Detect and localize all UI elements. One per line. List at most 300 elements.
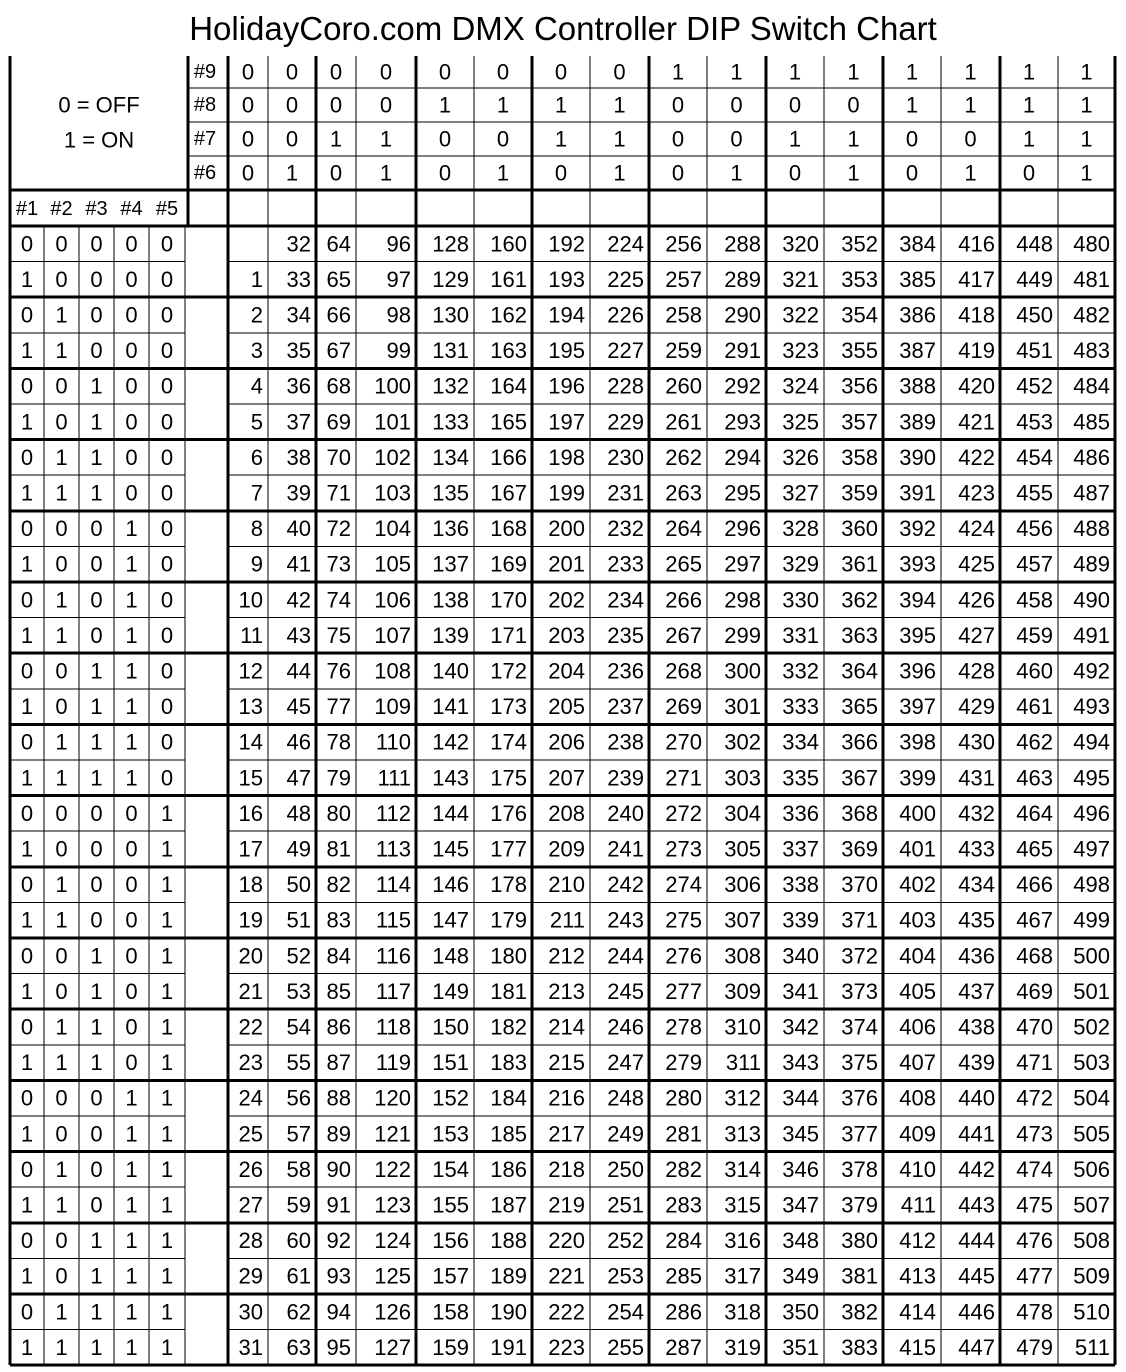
high-switch-value: 0 (438, 59, 452, 85)
bit-value: 1 (20, 1263, 34, 1289)
bit-value: 1 (20, 1050, 34, 1076)
bit-value: 0 (90, 1085, 103, 1111)
low-switch-label: #3 (85, 198, 108, 220)
address-value: 214 (548, 1014, 585, 1040)
address-value: 119 (375, 1050, 411, 1076)
address-value: 186 (490, 1156, 527, 1182)
address-value: 233 (607, 551, 644, 577)
address-value: 126 (374, 1299, 411, 1325)
bit-value: 1 (55, 765, 68, 791)
address-value: 315 (724, 1192, 761, 1218)
address-value: 190 (490, 1299, 527, 1325)
address-value: 60 (286, 1228, 311, 1254)
bit-value: 1 (55, 1334, 68, 1360)
high-switch-value: 0 (671, 126, 685, 152)
address-value: 193 (548, 266, 585, 292)
address-value: 45 (286, 694, 311, 720)
address-value: 33 (286, 266, 311, 292)
bit-value: 1 (90, 978, 103, 1004)
address-value: 64 (326, 231, 351, 257)
address-value: 331 (782, 622, 819, 648)
address-value: 322 (782, 302, 819, 328)
address-value: 269 (665, 694, 702, 720)
address-value: 17 (238, 836, 263, 862)
bit-value: 1 (125, 1156, 138, 1182)
address-value: 25 (238, 1121, 263, 1147)
high-switch-value: 0 (241, 126, 255, 152)
address-value: 384 (899, 231, 936, 257)
address-value: 346 (782, 1156, 819, 1182)
address-value: 362 (841, 587, 878, 613)
address-value: 239 (607, 765, 644, 791)
address-value: 245 (607, 978, 644, 1004)
address-value: 47 (286, 765, 311, 791)
address-value: 61 (286, 1263, 311, 1289)
address-value: 444 (958, 1228, 995, 1254)
high-switch-value: 1 (554, 126, 568, 152)
address-value: 452 (1016, 373, 1053, 399)
address-value: 342 (782, 1014, 819, 1040)
address-value: 240 (607, 800, 644, 826)
address-value: 431 (958, 765, 995, 791)
bit-value: 1 (55, 1050, 68, 1076)
high-switch-value: 1 (1022, 126, 1036, 152)
bit-value: 0 (125, 907, 138, 933)
address-value: 198 (548, 444, 585, 470)
address-value: 335 (782, 765, 819, 791)
address-value: 100 (374, 373, 411, 399)
bit-value: 0 (90, 1121, 103, 1147)
address-value: 209 (548, 836, 585, 862)
address-value: 216 (548, 1085, 585, 1111)
address-value: 175 (490, 765, 527, 791)
bit-value: 1 (125, 1192, 138, 1218)
address-value: 54 (286, 1014, 311, 1040)
address-value: 337 (782, 836, 819, 862)
address-value: 22 (238, 1014, 263, 1040)
address-value: 129 (432, 266, 469, 292)
address-value: 249 (607, 1121, 644, 1147)
bit-value: 1 (160, 1263, 174, 1289)
address-value: 12 (238, 658, 263, 684)
low-switch-label: #2 (50, 198, 73, 220)
address-value: 150 (432, 1014, 469, 1040)
address-value: 44 (286, 658, 311, 684)
bit-value: 0 (125, 872, 138, 898)
address-value: 348 (782, 1228, 819, 1254)
address-value: 341 (782, 978, 819, 1004)
address-value: 19 (238, 907, 263, 933)
address-value: 37 (286, 409, 311, 435)
address-value: 503 (1073, 1050, 1110, 1076)
address-value: 56 (286, 1085, 311, 1111)
address-value: 488 (1073, 516, 1110, 542)
high-switch-label: #6 (193, 162, 217, 184)
address-value: 152 (432, 1085, 469, 1111)
bit-value: 1 (20, 694, 34, 720)
address-value: 189 (490, 1263, 527, 1289)
address-value: 256 (665, 231, 702, 257)
bit-value: 1 (125, 551, 138, 577)
address-value: 115 (375, 907, 411, 933)
address-value: 257 (665, 266, 702, 292)
address-value: 98 (386, 302, 411, 328)
address-value: 439 (958, 1050, 995, 1076)
address-value: 437 (958, 978, 995, 1004)
address-value: 481 (1073, 266, 1110, 292)
bit-value: 1 (20, 765, 34, 791)
address-value: 466 (1016, 872, 1053, 898)
address-value: 324 (782, 373, 819, 399)
address-value: 138 (432, 587, 469, 613)
address-value: 121 (374, 1121, 411, 1147)
high-switch-value: 0 (788, 160, 802, 186)
address-value: 465 (1016, 836, 1053, 862)
bit-value: 0 (55, 516, 68, 542)
high-switch-value: 0 (285, 126, 299, 152)
address-value: 397 (899, 694, 936, 720)
address-value: 238 (607, 729, 644, 755)
bit-value: 1 (55, 1014, 68, 1040)
high-switch-value: 1 (730, 59, 743, 85)
address-value: 307 (724, 907, 761, 933)
address-value: 432 (958, 800, 995, 826)
address-value: 480 (1073, 231, 1110, 257)
address-value: 173 (490, 694, 527, 720)
address-value: 268 (665, 658, 702, 684)
bit-value: 1 (160, 1192, 174, 1218)
high-switch-value: 1 (496, 160, 510, 186)
address-value: 489 (1073, 551, 1110, 577)
address-value: 491 (1073, 622, 1110, 648)
address-value: 457 (1016, 551, 1053, 577)
bit-value: 1 (90, 765, 103, 791)
bit-value: 0 (90, 836, 103, 862)
address-value: 478 (1016, 1299, 1053, 1325)
address-value: 275 (665, 907, 702, 933)
bit-value: 0 (160, 551, 174, 577)
high-switch-value: 0 (730, 126, 743, 152)
bit-value: 0 (90, 266, 103, 292)
address-value: 217 (548, 1121, 585, 1147)
address-value: 361 (841, 551, 878, 577)
bit-value: 1 (90, 1014, 103, 1040)
high-switch-value: 0 (329, 92, 343, 118)
address-value: 326 (782, 444, 819, 470)
address-value: 2 (250, 302, 263, 328)
address-value: 55 (286, 1050, 311, 1076)
address-value: 34 (286, 302, 311, 328)
address-value: 368 (841, 800, 878, 826)
address-value: 231 (607, 480, 644, 506)
high-switch-value: 1 (379, 160, 393, 186)
address-value: 399 (899, 765, 936, 791)
address-value: 20 (238, 943, 263, 969)
address-value: 108 (374, 658, 411, 684)
bit-value: 0 (55, 978, 68, 1004)
address-value: 38 (286, 444, 311, 470)
address-value: 254 (607, 1299, 644, 1325)
bit-value: 0 (20, 943, 34, 969)
address-value: 412 (899, 1228, 936, 1254)
address-value: 458 (1016, 587, 1053, 613)
bit-value: 0 (160, 694, 174, 720)
address-value: 448 (1016, 231, 1053, 257)
address-value: 84 (326, 943, 351, 969)
address-value: 435 (958, 907, 995, 933)
address-value: 169 (490, 551, 527, 577)
address-value: 215 (548, 1050, 585, 1076)
address-value: 176 (490, 800, 527, 826)
bit-value: 1 (20, 622, 34, 648)
address-value: 340 (782, 943, 819, 969)
address-value: 229 (607, 409, 644, 435)
bit-value: 1 (125, 729, 138, 755)
address-value: 196 (548, 373, 585, 399)
address-value: 369 (841, 836, 878, 862)
address-value: 10 (238, 587, 263, 613)
bit-value: 0 (55, 943, 68, 969)
bit-value: 0 (20, 1085, 34, 1111)
address-value: 293 (724, 409, 761, 435)
bit-value: 0 (90, 907, 103, 933)
bit-value: 0 (160, 338, 174, 364)
address-value: 243 (607, 907, 644, 933)
address-value: 392 (899, 516, 936, 542)
address-value: 132 (432, 373, 469, 399)
address-value: 68 (326, 373, 351, 399)
bit-value: 1 (55, 872, 68, 898)
address-value: 185 (490, 1121, 527, 1147)
address-value: 29 (238, 1263, 263, 1289)
address-value: 460 (1016, 658, 1053, 684)
bit-value: 1 (20, 1334, 34, 1360)
address-value: 318 (724, 1299, 761, 1325)
high-switch-value: 0 (730, 92, 743, 118)
address-value: 311 (725, 1050, 761, 1076)
address-value: 302 (724, 729, 761, 755)
address-value: 52 (286, 943, 311, 969)
address-value: 210 (548, 872, 585, 898)
address-value: 498 (1073, 872, 1110, 898)
address-value: 402 (899, 872, 936, 898)
bit-value: 0 (55, 266, 68, 292)
address-value: 11 (240, 622, 263, 648)
address-value: 41 (286, 551, 311, 577)
address-value: 160 (490, 231, 527, 257)
address-value: 154 (432, 1156, 469, 1182)
address-value: 120 (374, 1085, 411, 1111)
bit-value: 0 (125, 943, 138, 969)
address-value: 203 (548, 622, 585, 648)
bit-value: 0 (55, 694, 68, 720)
address-value: 225 (607, 266, 644, 292)
address-value: 109 (374, 694, 411, 720)
high-switch-value: 1 (847, 126, 860, 152)
bit-value: 1 (160, 872, 174, 898)
address-value: 177 (490, 836, 527, 862)
address-value: 487 (1073, 480, 1110, 506)
address-value: 50 (286, 872, 311, 898)
address-value: 145 (432, 836, 469, 862)
bit-value: 1 (55, 480, 68, 506)
address-value: 166 (490, 444, 527, 470)
address-value: 374 (841, 1014, 878, 1040)
address-value: 500 (1073, 943, 1110, 969)
address-value: 470 (1016, 1014, 1053, 1040)
address-value: 283 (665, 1192, 702, 1218)
address-value: 299 (724, 622, 761, 648)
address-value: 304 (724, 800, 761, 826)
address-value: 153 (432, 1121, 469, 1147)
address-value: 471 (1016, 1050, 1053, 1076)
address-value: 82 (326, 872, 351, 898)
address-value: 358 (841, 444, 878, 470)
address-value: 447 (958, 1334, 995, 1360)
bit-value: 0 (20, 729, 34, 755)
bit-value: 0 (55, 1228, 68, 1254)
address-value: 83 (326, 907, 351, 933)
address-value: 142 (432, 729, 469, 755)
bit-value: 1 (160, 1121, 174, 1147)
address-value: 230 (607, 444, 644, 470)
address-value: 490 (1073, 587, 1110, 613)
bit-value: 0 (55, 373, 68, 399)
address-value: 116 (375, 943, 411, 969)
address-value: 95 (326, 1334, 351, 1360)
high-switch-value: 0 (847, 92, 860, 118)
address-value: 168 (490, 516, 527, 542)
high-switch-value: 0 (379, 59, 393, 85)
address-value: 14 (238, 729, 263, 755)
address-value: 222 (548, 1299, 585, 1325)
high-switch-value: 0 (671, 160, 685, 186)
address-value: 373 (841, 978, 878, 1004)
bit-value: 0 (20, 1014, 34, 1040)
high-switch-value: 1 (1080, 92, 1093, 118)
bit-value: 1 (125, 1263, 138, 1289)
address-value: 156 (432, 1228, 469, 1254)
address-value: 255 (607, 1334, 644, 1360)
address-value: 287 (665, 1334, 702, 1360)
bit-value: 0 (160, 622, 174, 648)
bit-value: 1 (20, 907, 34, 933)
address-value: 404 (899, 943, 936, 969)
address-value: 354 (841, 302, 878, 328)
bit-value: 0 (160, 658, 174, 684)
high-switch-value: 0 (905, 160, 919, 186)
address-value: 333 (782, 694, 819, 720)
address-value: 464 (1016, 800, 1053, 826)
address-value: 398 (899, 729, 936, 755)
address-value: 267 (665, 622, 702, 648)
address-value: 479 (1016, 1334, 1053, 1360)
bit-value: 0 (125, 409, 138, 435)
address-value: 454 (1016, 444, 1053, 470)
bit-value: 1 (55, 1156, 68, 1182)
address-value: 430 (958, 729, 995, 755)
bit-value: 1 (160, 836, 174, 862)
address-value: 195 (548, 338, 585, 364)
address-value: 494 (1073, 729, 1110, 755)
address-value: 202 (548, 587, 585, 613)
address-value: 334 (782, 729, 819, 755)
bit-value: 0 (125, 836, 138, 862)
address-value: 284 (665, 1228, 702, 1254)
address-value: 9 (250, 551, 263, 577)
bit-value: 0 (125, 302, 138, 328)
bit-value: 0 (90, 587, 103, 613)
address-value: 380 (841, 1228, 878, 1254)
legend-off-label: 0 = OFF (58, 92, 140, 118)
address-value: 242 (607, 872, 644, 898)
address-value: 396 (899, 658, 936, 684)
address-value: 57 (286, 1121, 311, 1147)
high-switch-value: 1 (788, 126, 802, 152)
high-switch-value: 0 (554, 160, 568, 186)
bit-value: 0 (125, 978, 138, 1004)
address-value: 194 (548, 302, 585, 328)
address-value: 391 (899, 480, 936, 506)
bit-value: 1 (90, 1228, 103, 1254)
address-value: 290 (724, 302, 761, 328)
bit-value: 0 (125, 800, 138, 826)
address-value: 453 (1016, 409, 1053, 435)
bit-value: 0 (125, 373, 138, 399)
address-value: 356 (841, 373, 878, 399)
bit-value: 0 (20, 231, 34, 257)
address-value: 316 (724, 1228, 761, 1254)
high-switch-value: 1 (329, 126, 343, 152)
address-value: 46 (286, 729, 311, 755)
bit-value: 1 (125, 1299, 138, 1325)
address-value: 298 (724, 587, 761, 613)
address-value: 344 (782, 1085, 819, 1111)
address-value: 103 (374, 480, 411, 506)
address-value: 164 (490, 373, 527, 399)
address-value: 140 (432, 658, 469, 684)
address-value: 36 (286, 373, 311, 399)
address-value: 372 (841, 943, 878, 969)
bit-value: 0 (160, 444, 174, 470)
address-value: 475 (1016, 1192, 1053, 1218)
bit-value: 0 (90, 1192, 103, 1218)
address-value: 355 (841, 338, 878, 364)
bit-value: 1 (125, 1121, 138, 1147)
bit-value: 1 (55, 1192, 68, 1218)
address-value: 484 (1073, 373, 1110, 399)
address-value: 418 (958, 302, 995, 328)
high-switch-value: 0 (241, 92, 255, 118)
high-switch-value: 1 (1080, 126, 1093, 152)
address-value: 128 (432, 231, 469, 257)
bit-value: 0 (55, 409, 68, 435)
bit-value: 1 (90, 1299, 103, 1325)
bit-value: 1 (160, 978, 174, 1004)
bit-value: 1 (20, 978, 34, 1004)
address-value: 94 (326, 1299, 351, 1325)
address-value: 449 (1016, 266, 1053, 292)
address-value: 393 (899, 551, 936, 577)
address-value: 272 (665, 800, 702, 826)
bit-value: 1 (125, 1228, 138, 1254)
address-value: 26 (238, 1156, 263, 1182)
high-switch-value: 0 (329, 59, 343, 85)
address-value: 137 (432, 551, 469, 577)
bit-value: 1 (55, 338, 68, 364)
address-value: 301 (724, 694, 761, 720)
bit-value: 1 (125, 587, 138, 613)
